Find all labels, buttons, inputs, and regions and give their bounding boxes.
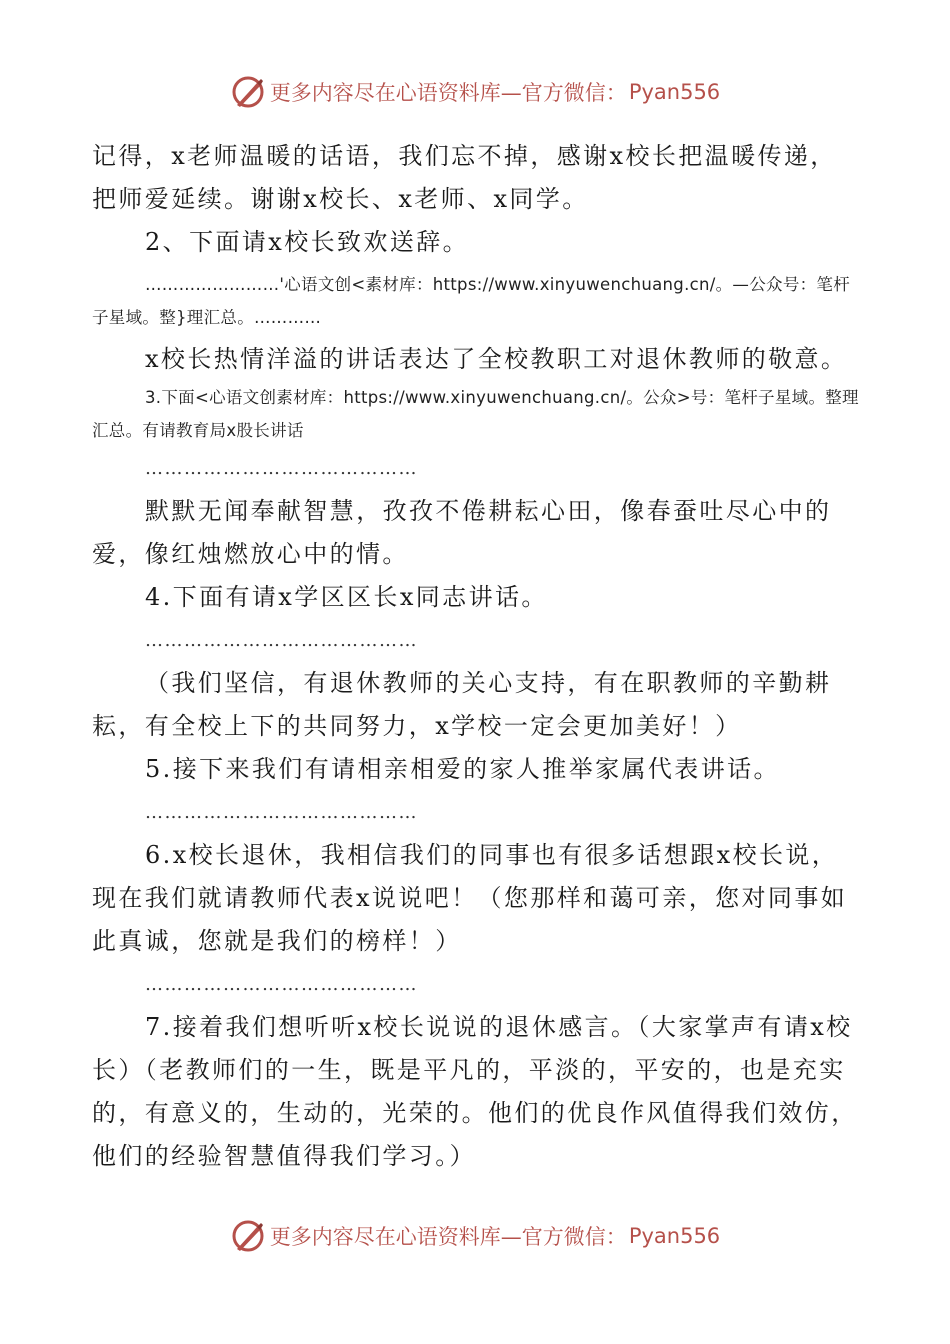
paragraph-8: 6.x校长退休，我相信我们的同事也有很多话想跟x校长说，现在我们就请教师代表x说说吧！（您那样和蔼可亲，您对同事如此真诚，您就是我们的榜样！） [92,841,848,955]
paragraph-7: 5.接下来我们有请相亲相爱的家人推举家属代表讲话。 [145,755,780,783]
banner-wechat-id: Pyan556 [628,1224,721,1248]
ellipsis-1: …………………………………… [145,458,418,479]
paragraph-6: （我们坚信，有退休教师的关心支持，有在职教师的辛勤耕耘，有全校上下的共同努力，x学校一定会更加美好！） [92,669,832,740]
pen-logo-icon [230,1218,266,1254]
paragraph-3: x校长热情洋溢的讲话表达了全校教职工对退休教师的敬意。 [145,345,848,373]
banner-text: 更多内容尽在心语资料库—官方微信： [269,81,627,105]
paragraph-1: 记得，x老师温暖的话语，我们忘不掉，感谢x校长把温暖传递，把师爱延续。谢谢x校长、x老师、x同学。 [92,142,837,213]
banner-wechat-id: Pyan556 [628,80,721,104]
source-note-2: 3.下面<心语文创素材库：https://www.xinyuwenchuang.cn/。公众>号：笔杆子星域。整理汇总。有请教育局x股长讲话 [92,388,859,440]
ellipsis-3: …………………………………… [145,802,418,823]
banner-text: 更多内容尽在心语资料库—官方微信： [269,1225,627,1249]
paragraph-2: 2、下面请x校长致欢送辞。 [145,228,470,256]
pen-logo-icon [230,74,266,110]
paragraph-9: 7.接着我们想听听x校长说说的退休感言。（大家掌声有请x校长）（老教师们的一生，既是平凡的，平淡的，平安的，也是充实的，有意义的，生动的，光荣的。他们的优良作风值得我们效仿，他们的经验智慧值得我们学习。） [92,1013,858,1170]
ellipsis-2: …………………………………… [145,630,418,651]
source-note-1: ……………………'心语文创<素材库：https://www.xinyuwenchuang.cn/。—公众号：笔杆子星域。整}理汇总。………… [92,275,851,327]
footer-banner [0,1216,950,1256]
paragraph-5: 4.下面有请x学区区长x同志讲话。 [145,583,548,611]
header-banner [0,72,950,112]
document-body [92,135,862,1178]
ellipsis-4: …………………………………… [145,974,418,995]
paragraph-4: 默默无闻奉献智慧，孜孜不倦耕耘心田，像春蚕吐尽心中的爱，像红烛燃放心中的情。 [92,497,832,568]
